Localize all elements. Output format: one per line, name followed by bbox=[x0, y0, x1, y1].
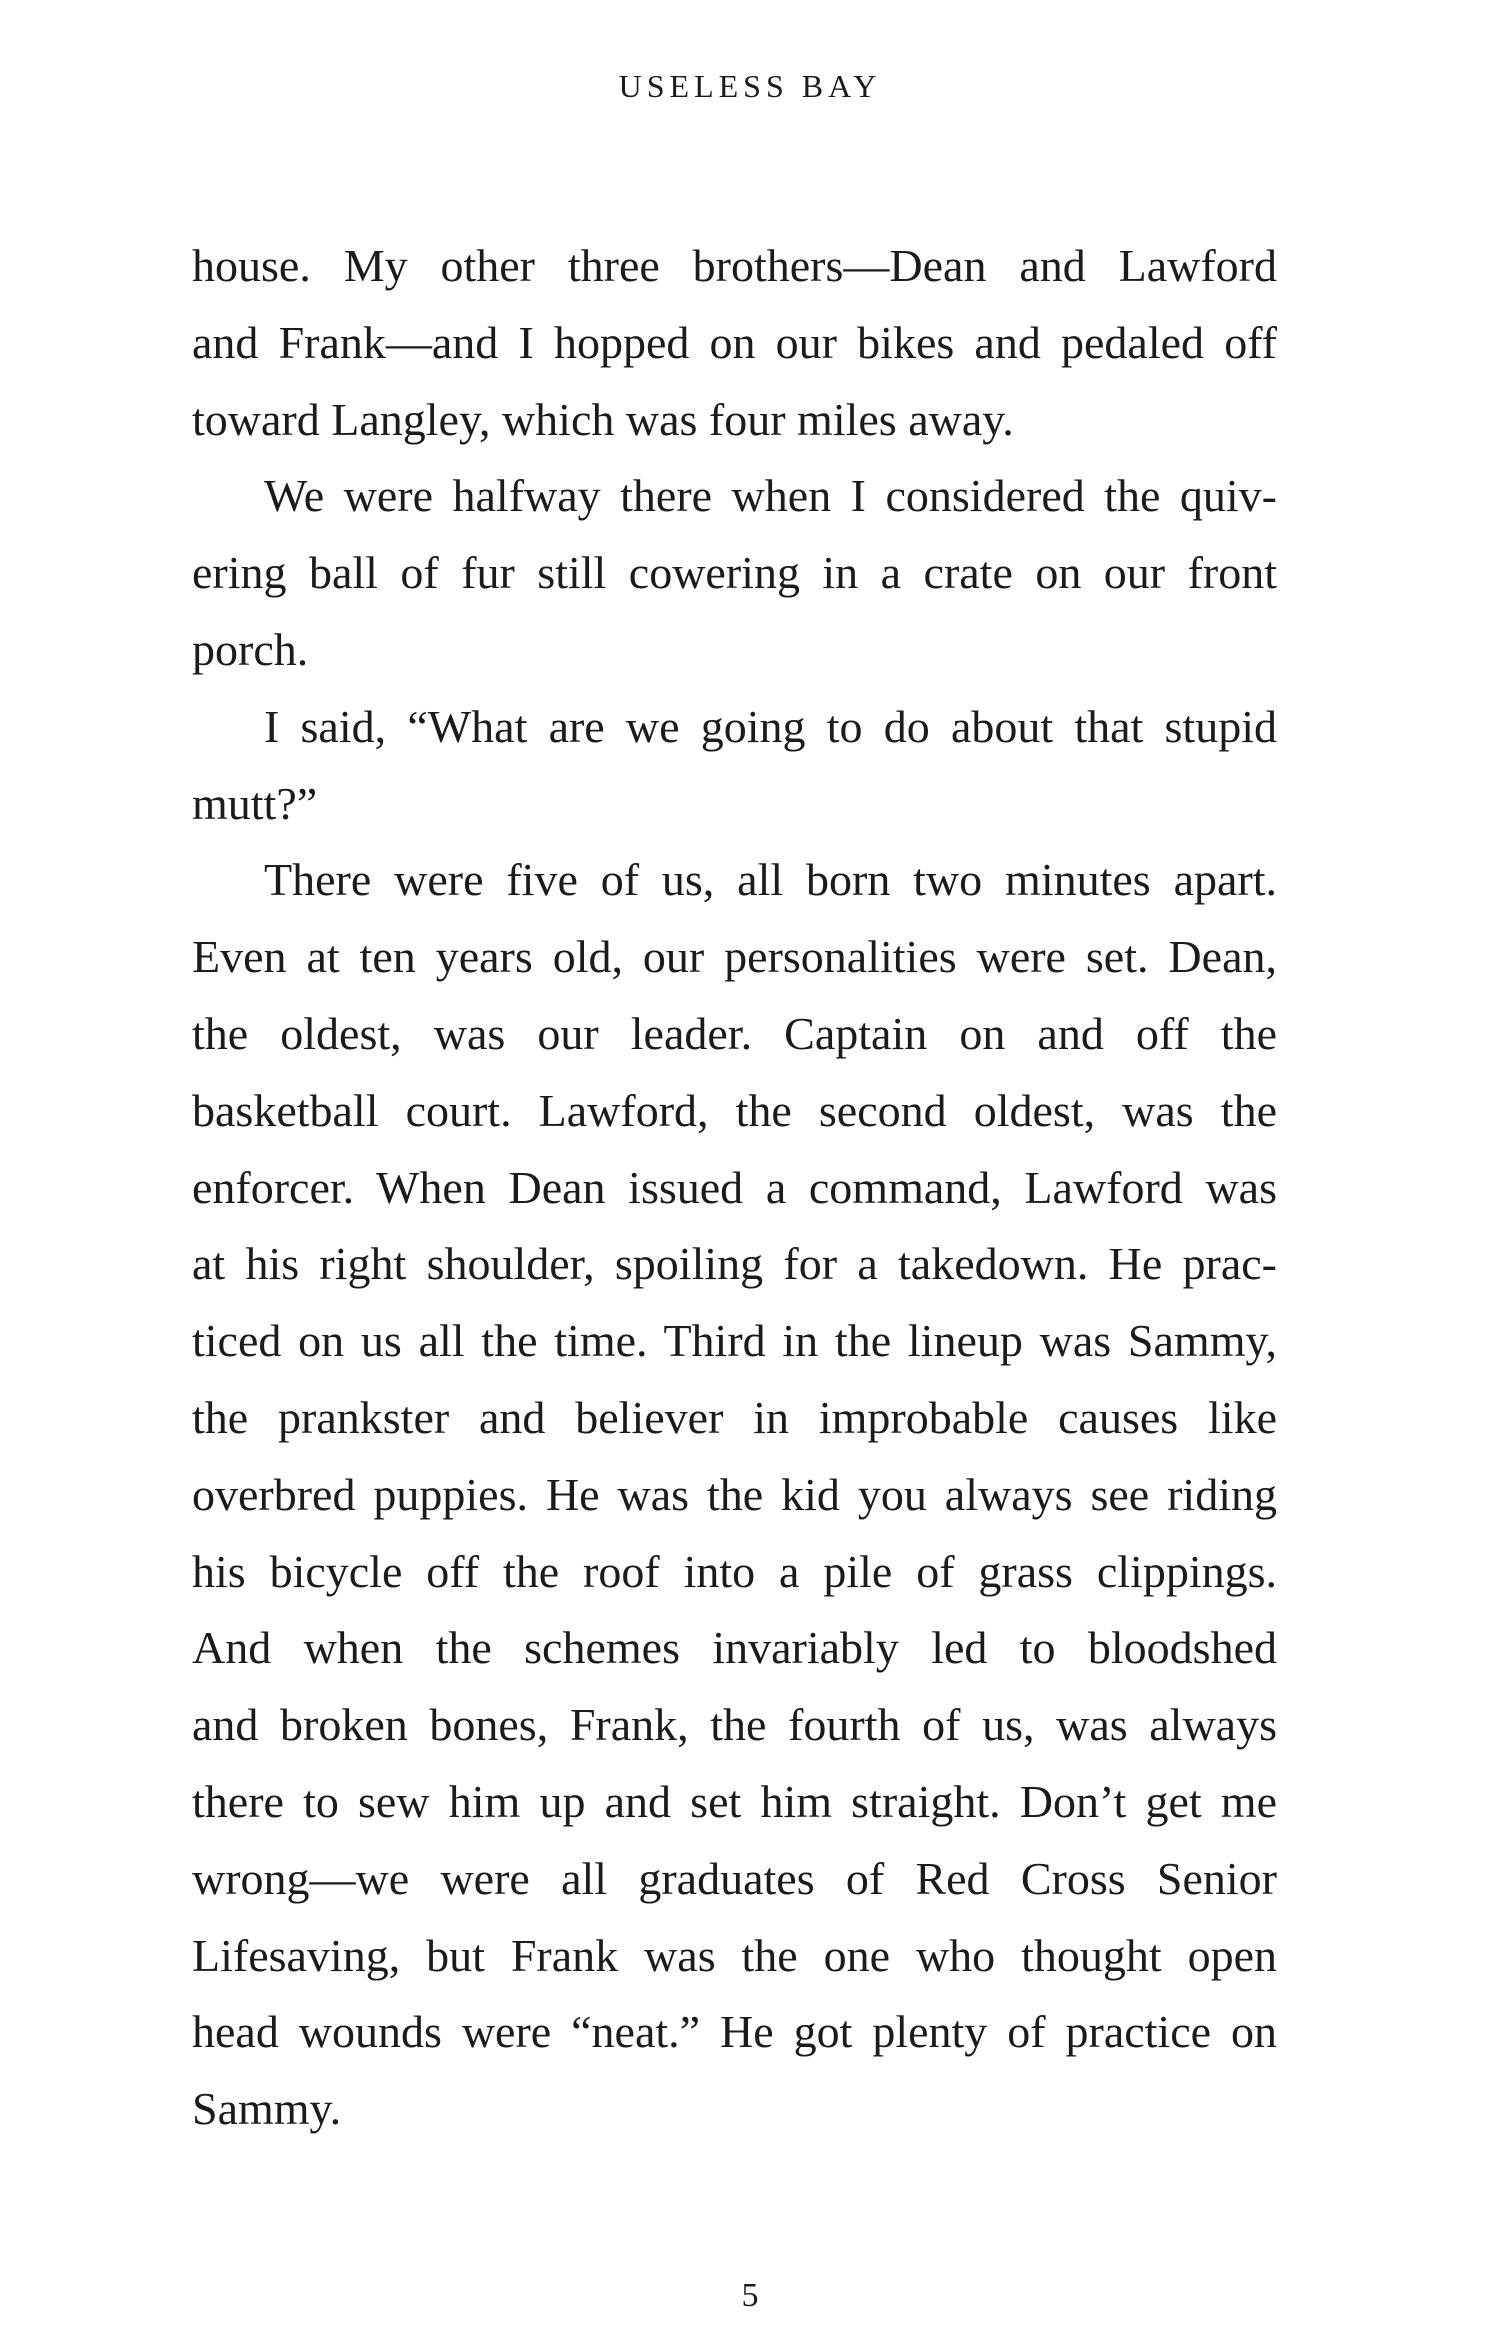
text-line: at his right shoulder, spoiling for a takedown. He prac- bbox=[192, 1238, 1277, 1290]
text-line: There were five of us, all born two minutes apart. bbox=[264, 854, 1277, 906]
text-line: mutt?” bbox=[192, 777, 318, 829]
running-head: USELESS BAY bbox=[618, 68, 882, 104]
text-line: the prankster and believer in improbable causes like bbox=[192, 1391, 1277, 1443]
text-line: And when the schemes invariably led to bloodshed bbox=[192, 1622, 1277, 1674]
text-line: ticed on us all the time. Third in the lineup was Sammy, bbox=[192, 1315, 1277, 1367]
page-number: 5 bbox=[741, 2277, 759, 2314]
body-text bbox=[192, 228, 1277, 2148]
text-line: Even at ten years old, our personalities were set. Dean, bbox=[192, 931, 1277, 983]
text-line: Lifesaving, but Frank was the one who thought open bbox=[192, 1929, 1277, 1981]
text-line: toward Langley, which was four miles away. bbox=[192, 393, 1014, 445]
text-line: Sammy. bbox=[192, 2083, 342, 2135]
text-line: We were halfway there when I considered the quiv- bbox=[264, 470, 1277, 522]
text-line: and broken bones, Frank, the fourth of us, was always bbox=[192, 1699, 1277, 1751]
text-line: head wounds were “neat.” He got plenty of practice on bbox=[192, 2006, 1277, 2058]
text-line: basketball court. Lawford, the second oldest, was the bbox=[192, 1084, 1277, 1136]
text-line: enforcer. When Dean issued a command, Lawford was bbox=[192, 1161, 1277, 1213]
text-line: porch. bbox=[192, 623, 309, 675]
text-line: there to sew him up and set him straight. Don’t get me bbox=[192, 1775, 1277, 1827]
text-line: wrong—we were all graduates of Red Cross Senior bbox=[192, 1852, 1277, 1904]
text-line: and Frank—and I hopped on our bikes and pedaled off bbox=[192, 316, 1277, 368]
text-line: the oldest, was our leader. Captain on and off the bbox=[192, 1007, 1277, 1059]
text-line: house. My other three brothers—Dean and Lawford bbox=[192, 240, 1277, 291]
text-line: ering ball of fur still cowering in a crate on our front bbox=[192, 547, 1277, 599]
text-line: I said, “What are we going to do about that stupid bbox=[264, 700, 1277, 752]
text-line: his bicycle off the roof into a pile of grass clippings. bbox=[192, 1545, 1277, 1597]
text-line: overbred puppies. He was the kid you always see riding bbox=[192, 1468, 1277, 1520]
